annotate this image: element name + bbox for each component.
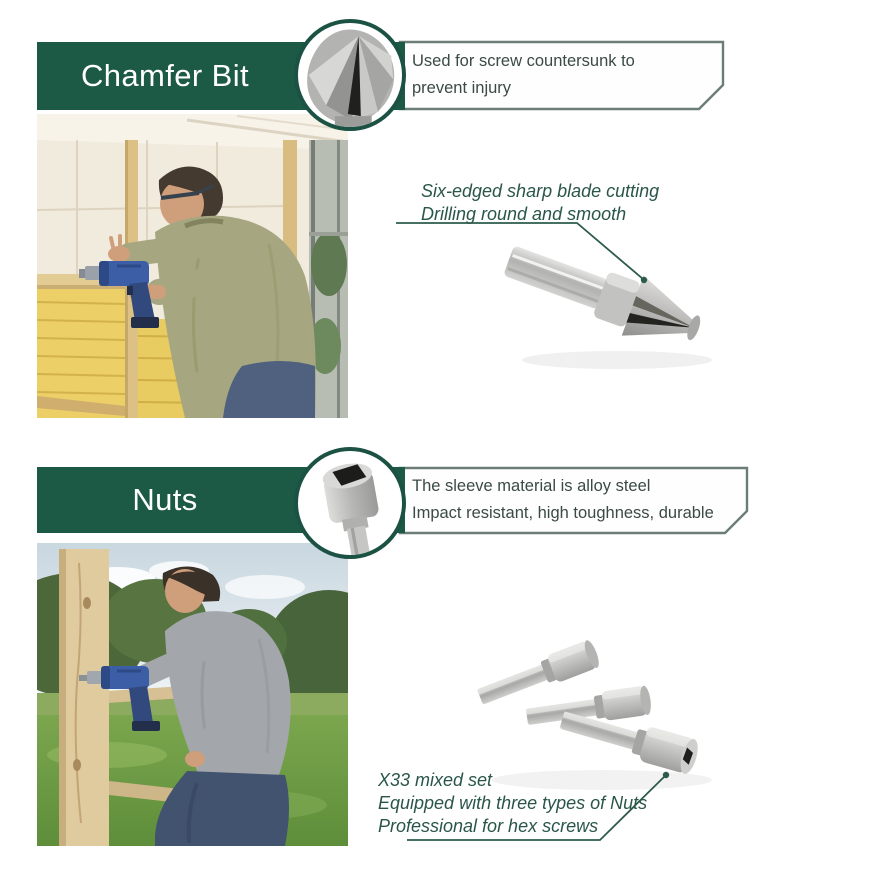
nut-socket-badge (294, 447, 406, 559)
callout-line: The sleeve material is alloy steel (412, 477, 651, 495)
section-title: Nuts (132, 482, 198, 517)
chamfer-bit-badge (294, 19, 406, 131)
annotation-line: Professional for hex screws (378, 816, 599, 836)
man-drilling-wall-insulation-photo (37, 114, 348, 418)
annotation-line: Six-edged sharp blade cutting (421, 181, 660, 201)
chamfer-bit-product-photo (492, 240, 742, 375)
annotation-chamfer (421, 180, 659, 226)
annotation-nuts (378, 769, 647, 838)
section-title: Chamfer Bit (80, 58, 250, 93)
nut-socket-icon (298, 451, 402, 555)
callout-line: prevent injury (412, 79, 512, 97)
wall-scene-illustration (37, 114, 348, 418)
chamfer-bit-tip-icon (298, 23, 402, 127)
man-drilling-fence-photo (37, 543, 348, 846)
annotation-line: X33 mixed set (378, 770, 493, 790)
callout-text-chamfer (412, 48, 635, 102)
fence-scene-illustration (37, 543, 348, 846)
annotation-line: Drilling round and smooth (421, 204, 627, 224)
callout-text-nuts (412, 473, 714, 527)
callout-line: Used for screw countersunk to (412, 52, 635, 70)
callout-line: Impact resistant, high toughness, durable (412, 504, 714, 522)
annotation-line: Equipped with three types of Nuts (378, 793, 648, 813)
